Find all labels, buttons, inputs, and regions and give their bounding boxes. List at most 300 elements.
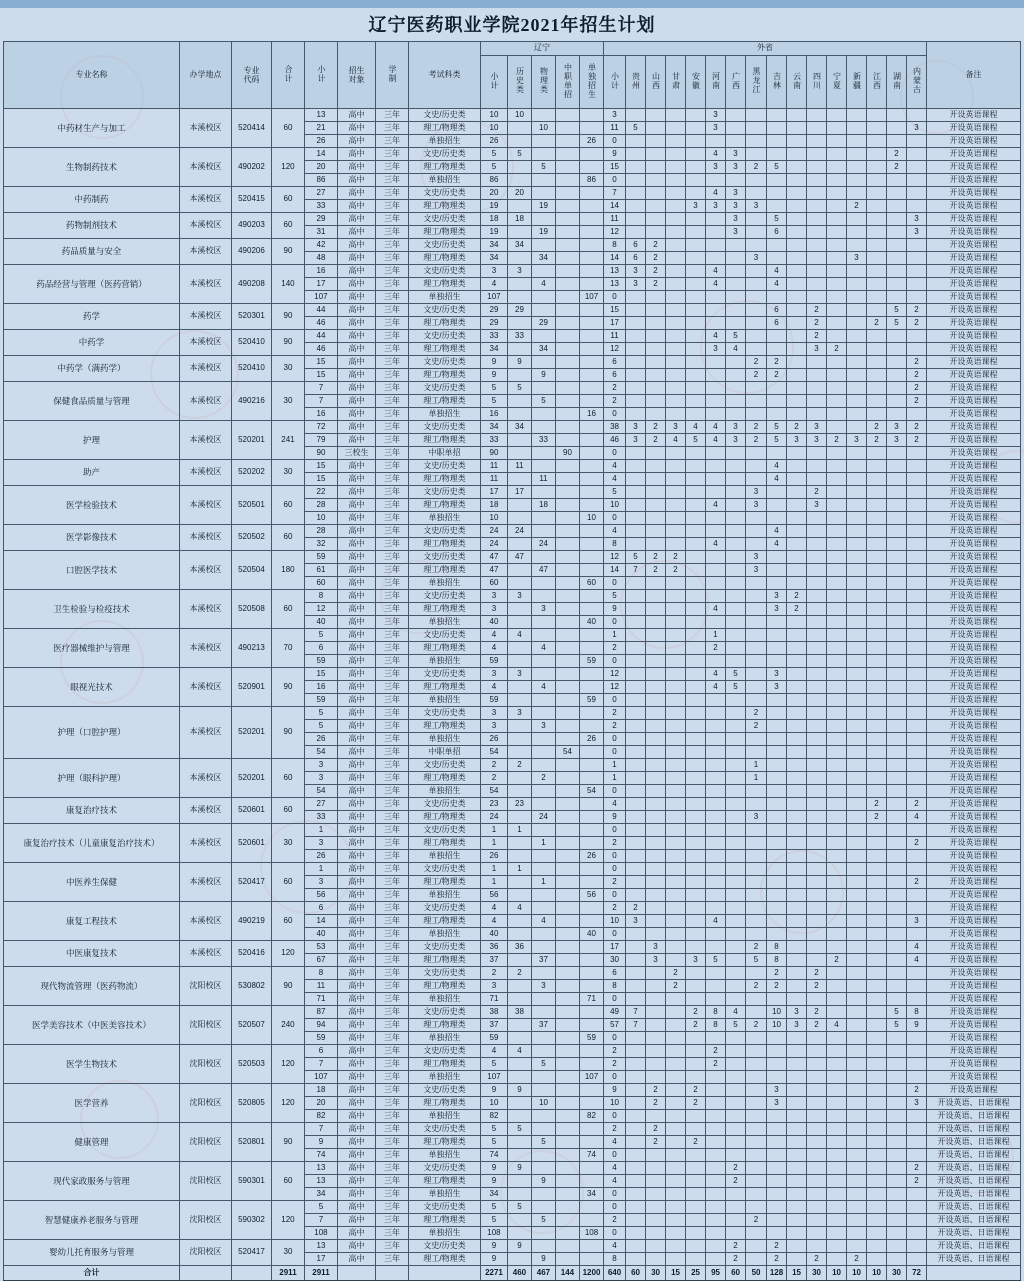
- province-value: [867, 174, 887, 187]
- liaoning-value: [531, 1110, 555, 1123]
- liaoning-value: [507, 850, 531, 863]
- province-value: [706, 447, 726, 460]
- liaoning-value: 47: [507, 551, 531, 564]
- province-value: [867, 369, 887, 382]
- exam-category: 文史/历史类: [408, 330, 480, 343]
- liaoning-value: [531, 135, 555, 148]
- exam-category: 理工/物理类: [408, 434, 480, 447]
- province-value: [626, 1110, 646, 1123]
- province-value: 15: [604, 304, 626, 317]
- province-value: 3: [706, 122, 726, 135]
- province-value: [847, 148, 867, 161]
- liaoning-value: 33: [531, 434, 555, 447]
- liaoning-value: 3: [480, 720, 507, 733]
- row-subtotal: 5: [304, 707, 337, 720]
- province-value: [827, 902, 847, 915]
- province-value: 5: [626, 551, 646, 564]
- province-value: [807, 824, 827, 837]
- campus: 沈阳校区: [179, 1123, 231, 1162]
- province-value: [666, 148, 686, 161]
- province-value: 9: [907, 1019, 927, 1032]
- province-value: [626, 590, 646, 603]
- remark: 开设英语课程: [927, 681, 1021, 694]
- target: 高中: [337, 1240, 375, 1253]
- province-value: [827, 538, 847, 551]
- province-value: 5: [767, 213, 787, 226]
- province-value: 2: [604, 1214, 626, 1227]
- remark: 开设英语课程: [927, 499, 1021, 512]
- liaoning-value: [531, 239, 555, 252]
- liaoning-value: 5: [531, 1136, 555, 1149]
- remark: 开设英语课程: [927, 785, 1021, 798]
- province-value: [787, 252, 807, 265]
- years: 三年: [375, 837, 408, 850]
- province-value: [746, 538, 767, 551]
- table-row: [3, 629, 1020, 642]
- years: 三年: [375, 824, 408, 837]
- liaoning-value: [579, 1058, 603, 1071]
- province-value: [626, 304, 646, 317]
- target: 高中: [337, 525, 375, 538]
- years: 三年: [375, 239, 408, 252]
- program-total: 60: [271, 590, 304, 629]
- province-value: [807, 941, 827, 954]
- province-value: [787, 369, 807, 382]
- province-value: [907, 109, 927, 122]
- program-name: 医学生物技术: [3, 1045, 179, 1084]
- province-value: 2: [907, 382, 927, 395]
- province-value: 2: [807, 486, 827, 499]
- province-value: [907, 668, 927, 681]
- exam-category: 单独招生: [408, 135, 480, 148]
- province-value: [666, 720, 686, 733]
- target: 高中: [337, 1227, 375, 1240]
- province-value: [746, 824, 767, 837]
- province-value: [847, 473, 867, 486]
- province-value: [907, 590, 927, 603]
- province-value: [686, 1253, 706, 1266]
- exam-category: 文史/历史类: [408, 1084, 480, 1097]
- province-value: 3: [767, 668, 787, 681]
- province-value: [746, 837, 767, 850]
- liaoning-value: 37: [531, 1019, 555, 1032]
- province-value: [887, 1045, 907, 1058]
- remark: 开设英语课程: [927, 1045, 1021, 1058]
- liaoning-value: [507, 278, 531, 291]
- liaoning-value: 5: [480, 1123, 507, 1136]
- liaoning-value: 34: [507, 421, 531, 434]
- years: 三年: [375, 772, 408, 785]
- target: 三校生: [337, 447, 375, 460]
- program-total: 140: [271, 265, 304, 304]
- remark: 开设英语、日语课程: [927, 1123, 1021, 1136]
- province-value: [907, 1136, 927, 1149]
- program-code: 520301: [231, 304, 271, 330]
- province-value: [626, 759, 646, 772]
- remark: 开设英语课程: [927, 616, 1021, 629]
- row-subtotal: 3: [304, 759, 337, 772]
- province-value: 3: [706, 161, 726, 174]
- liaoning-value: [579, 668, 603, 681]
- years: 三年: [375, 148, 408, 161]
- liaoning-value: 9: [480, 1240, 507, 1253]
- campus: 本溪校区: [179, 668, 231, 707]
- liaoning-value: 10: [507, 109, 531, 122]
- province-value: [626, 291, 646, 304]
- province-value: [787, 577, 807, 590]
- liaoning-value: 10: [579, 512, 603, 525]
- province-value: [827, 369, 847, 382]
- province-value: [626, 1253, 646, 1266]
- province-value: 7: [604, 187, 626, 200]
- province-value: [767, 876, 787, 889]
- province-value: [706, 902, 726, 915]
- col-header-remark: 备注: [927, 42, 1021, 109]
- province-value: 3: [746, 551, 767, 564]
- province-value: 49: [604, 1006, 626, 1019]
- exam-category: 文史/历史类: [408, 304, 480, 317]
- province-value: [867, 1058, 887, 1071]
- province-value: [807, 1188, 827, 1201]
- liaoning-value: [579, 980, 603, 993]
- province-subcol-3: 甘肃: [666, 56, 686, 109]
- row-subtotal: 21: [304, 122, 337, 135]
- province-value: [686, 1188, 706, 1201]
- row-subtotal: 86: [304, 174, 337, 187]
- province-value: 4: [767, 538, 787, 551]
- province-value: [827, 1110, 847, 1123]
- province-value: 2: [626, 902, 646, 915]
- remark: 开设英语课程: [927, 811, 1021, 824]
- province-value: 3: [787, 434, 807, 447]
- province-value: [887, 616, 907, 629]
- exam-category: 单独招生: [408, 850, 480, 863]
- province-value: [847, 811, 867, 824]
- liaoning-value: [531, 187, 555, 200]
- liaoning-value: 59: [480, 655, 507, 668]
- province-value: [686, 1058, 706, 1071]
- province-value: [726, 746, 746, 759]
- province-value: [847, 122, 867, 135]
- remark: 开设英语课程: [927, 837, 1021, 850]
- province-value: 9: [604, 811, 626, 824]
- province-value: 2: [746, 941, 767, 954]
- province-value: [827, 1162, 847, 1175]
- province-value: [626, 668, 646, 681]
- province-value: [887, 642, 907, 655]
- province-value: [666, 1019, 686, 1032]
- province-value: 2: [746, 434, 767, 447]
- province-value: 3: [726, 421, 746, 434]
- target: 高中: [337, 824, 375, 837]
- province-value: [626, 525, 646, 538]
- liaoning-value: 19: [480, 200, 507, 213]
- province-value: [686, 1071, 706, 1084]
- province-value: [767, 291, 787, 304]
- enrollment-plan-table: [3, 41, 1021, 1281]
- province-value: 2: [867, 421, 887, 434]
- province-value: [666, 1071, 686, 1084]
- province-value: [686, 967, 706, 980]
- remark: 开设英语课程: [927, 1058, 1021, 1071]
- target: 高中: [337, 772, 375, 785]
- liaoning-value: [579, 304, 603, 317]
- province-value: [646, 837, 666, 850]
- province-total: 10: [867, 1266, 887, 1281]
- row-subtotal: 61: [304, 564, 337, 577]
- liaoning-value: [579, 369, 603, 382]
- years: 三年: [375, 629, 408, 642]
- province-value: [646, 330, 666, 343]
- province-value: [706, 616, 726, 629]
- province-value: [907, 161, 927, 174]
- liaoning-value: 19: [480, 226, 507, 239]
- remark: 开设英语课程: [927, 993, 1021, 1006]
- liaoning-value: 40: [480, 616, 507, 629]
- province-value: 12: [604, 681, 626, 694]
- remark: 开设英语课程: [927, 395, 1021, 408]
- province-value: [706, 694, 726, 707]
- province-value: [807, 759, 827, 772]
- province-value: [706, 252, 726, 265]
- target: 高中: [337, 941, 375, 954]
- province-value: [807, 538, 827, 551]
- province-value: [626, 1240, 646, 1253]
- province-value: [867, 941, 887, 954]
- province-value: [646, 512, 666, 525]
- province-value: 3: [907, 122, 927, 135]
- liaoning-value: [555, 759, 579, 772]
- province-value: [787, 1097, 807, 1110]
- liaoning-value: [579, 902, 603, 915]
- province-value: [706, 967, 726, 980]
- table-row: [3, 109, 1020, 122]
- province-value: 0: [604, 694, 626, 707]
- province-value: 2: [807, 317, 827, 330]
- years: 三年: [375, 538, 408, 551]
- province-value: [847, 408, 867, 421]
- liaoning-value: [579, 499, 603, 512]
- liaoning-value: [579, 629, 603, 642]
- target: 高中: [337, 746, 375, 759]
- province-value: [867, 1162, 887, 1175]
- province-value: [787, 1032, 807, 1045]
- years: 三年: [375, 889, 408, 902]
- province-value: 2: [807, 330, 827, 343]
- province-value: [706, 551, 726, 564]
- target: 高中: [337, 1097, 375, 1110]
- liaoning-value: [531, 382, 555, 395]
- remark: 开设英语课程: [927, 278, 1021, 291]
- program-total: 90: [271, 967, 304, 1006]
- province-value: [726, 460, 746, 473]
- liaoning-value: 36: [480, 941, 507, 954]
- program-name: 药品经营与管理（医药营销）: [3, 265, 179, 304]
- province-value: 2: [907, 837, 927, 850]
- province-value: 1: [604, 772, 626, 785]
- liaoning-value: [555, 1227, 579, 1240]
- province-total: 25: [686, 1266, 706, 1281]
- province-value: 3: [726, 213, 746, 226]
- liaoning-value: [555, 278, 579, 291]
- campus: 沈阳校区: [179, 1240, 231, 1266]
- campus: 本溪校区: [179, 265, 231, 304]
- province-value: 7: [626, 564, 646, 577]
- province-value: [646, 1071, 666, 1084]
- province-value: [706, 1201, 726, 1214]
- province-value: 0: [604, 174, 626, 187]
- liaoning-value: 3: [507, 265, 531, 278]
- province-value: [666, 746, 686, 759]
- liaoning-value: 108: [480, 1227, 507, 1240]
- program-code: 520503: [231, 1045, 271, 1084]
- liaoning-value: [555, 1149, 579, 1162]
- province-value: [706, 135, 726, 148]
- province-value: [706, 291, 726, 304]
- province-value: [666, 837, 686, 850]
- remark: 开设英语课程: [927, 187, 1021, 200]
- campus: 本溪校区: [179, 148, 231, 187]
- province-value: [907, 746, 927, 759]
- program-name: 医学影像技术: [3, 525, 179, 551]
- liaoning-value: [531, 1084, 555, 1097]
- province-value: [626, 1175, 646, 1188]
- liaoning-value: [507, 538, 531, 551]
- province-value: [706, 525, 726, 538]
- liaoning-value: 3: [531, 603, 555, 616]
- program-code: 520414: [231, 109, 271, 148]
- province-value: [847, 1175, 867, 1188]
- province-value: [666, 460, 686, 473]
- table-row: [3, 759, 1020, 772]
- program-name: 现代物流管理（医药物流）: [3, 967, 179, 1006]
- province-value: [887, 343, 907, 356]
- liaoning-value: 17: [507, 486, 531, 499]
- target: 高中: [337, 1071, 375, 1084]
- province-value: 3: [626, 265, 646, 278]
- province-value: [666, 1123, 686, 1136]
- province-value: 8: [604, 538, 626, 551]
- province-value: [827, 499, 847, 512]
- table-row: [3, 863, 1020, 876]
- province-value: [767, 408, 787, 421]
- province-value: 2: [907, 369, 927, 382]
- province-value: [887, 590, 907, 603]
- province-value: [666, 668, 686, 681]
- province-value: [867, 655, 887, 668]
- liaoning-value: [579, 343, 603, 356]
- province-value: [666, 1188, 686, 1201]
- province-value: [706, 213, 726, 226]
- province-value: 3: [604, 109, 626, 122]
- province-value: [827, 226, 847, 239]
- program-name: 智慧健康养老服务与管理: [3, 1201, 179, 1240]
- province-value: [726, 538, 746, 551]
- province-value: 4: [726, 1006, 746, 1019]
- province-value: [787, 317, 807, 330]
- liaoning-value: [555, 876, 579, 889]
- liaoning-value: [579, 356, 603, 369]
- exam-category: 理工/物理类: [408, 772, 480, 785]
- years: 三年: [375, 278, 408, 291]
- province-value: 11: [604, 122, 626, 135]
- province-value: [807, 395, 827, 408]
- province-value: [887, 1253, 907, 1266]
- liaoning-value: [531, 408, 555, 421]
- province-value: [746, 616, 767, 629]
- province-value: [726, 1097, 746, 1110]
- exam-category: 单独招生: [408, 408, 480, 421]
- province-value: [807, 148, 827, 161]
- exam-category: 单独招生: [408, 1110, 480, 1123]
- province-value: [686, 1227, 706, 1240]
- liaoning-value: [507, 252, 531, 265]
- exam-category: 理工/物理类: [408, 395, 480, 408]
- province-value: [787, 746, 807, 759]
- province-value: [626, 980, 646, 993]
- province-value: [847, 1136, 867, 1149]
- province-value: [767, 707, 787, 720]
- province-value: [706, 1110, 726, 1123]
- liaoning-value: [531, 967, 555, 980]
- liaoning-value: 54: [480, 746, 507, 759]
- exam-category: 理工/物理类: [408, 317, 480, 330]
- province-value: [847, 1227, 867, 1240]
- province-value: [646, 746, 666, 759]
- row-subtotal: 8: [304, 590, 337, 603]
- province-value: [706, 226, 726, 239]
- province-value: [787, 538, 807, 551]
- province-value: [867, 1019, 887, 1032]
- province-value: [706, 369, 726, 382]
- province-value: [706, 850, 726, 863]
- liaoning-value: 38: [480, 1006, 507, 1019]
- province-value: [847, 928, 867, 941]
- province-value: [746, 239, 767, 252]
- liaoning-value: [555, 1097, 579, 1110]
- liaoning-value: [507, 343, 531, 356]
- liaoning-value: [555, 733, 579, 746]
- province-value: [847, 980, 867, 993]
- province-value: [867, 1110, 887, 1123]
- province-value: [666, 629, 686, 642]
- liaoning-value: [579, 187, 603, 200]
- province-value: [767, 915, 787, 928]
- province-value: 8: [767, 941, 787, 954]
- province-value: [887, 1032, 907, 1045]
- province-value: 8: [907, 1006, 927, 1019]
- province-value: [767, 148, 787, 161]
- province-value: [827, 1058, 847, 1071]
- province-value: [646, 213, 666, 226]
- province-total: 30: [646, 1266, 666, 1281]
- liaoning-value: [579, 486, 603, 499]
- remark: 开设英语、日语课程: [927, 1110, 1021, 1123]
- liaoning-value: [579, 759, 603, 772]
- campus: 本溪校区: [179, 551, 231, 590]
- province-value: [666, 993, 686, 1006]
- years: 三年: [375, 694, 408, 707]
- program-name: 生物制药技术: [3, 148, 179, 187]
- province-value: [787, 811, 807, 824]
- province-value: [827, 213, 847, 226]
- province-value: [887, 928, 907, 941]
- province-value: [666, 278, 686, 291]
- liaoning-value: 107: [579, 291, 603, 304]
- row-subtotal: 27: [304, 187, 337, 200]
- province-value: [706, 746, 726, 759]
- province-value: 3: [746, 200, 767, 213]
